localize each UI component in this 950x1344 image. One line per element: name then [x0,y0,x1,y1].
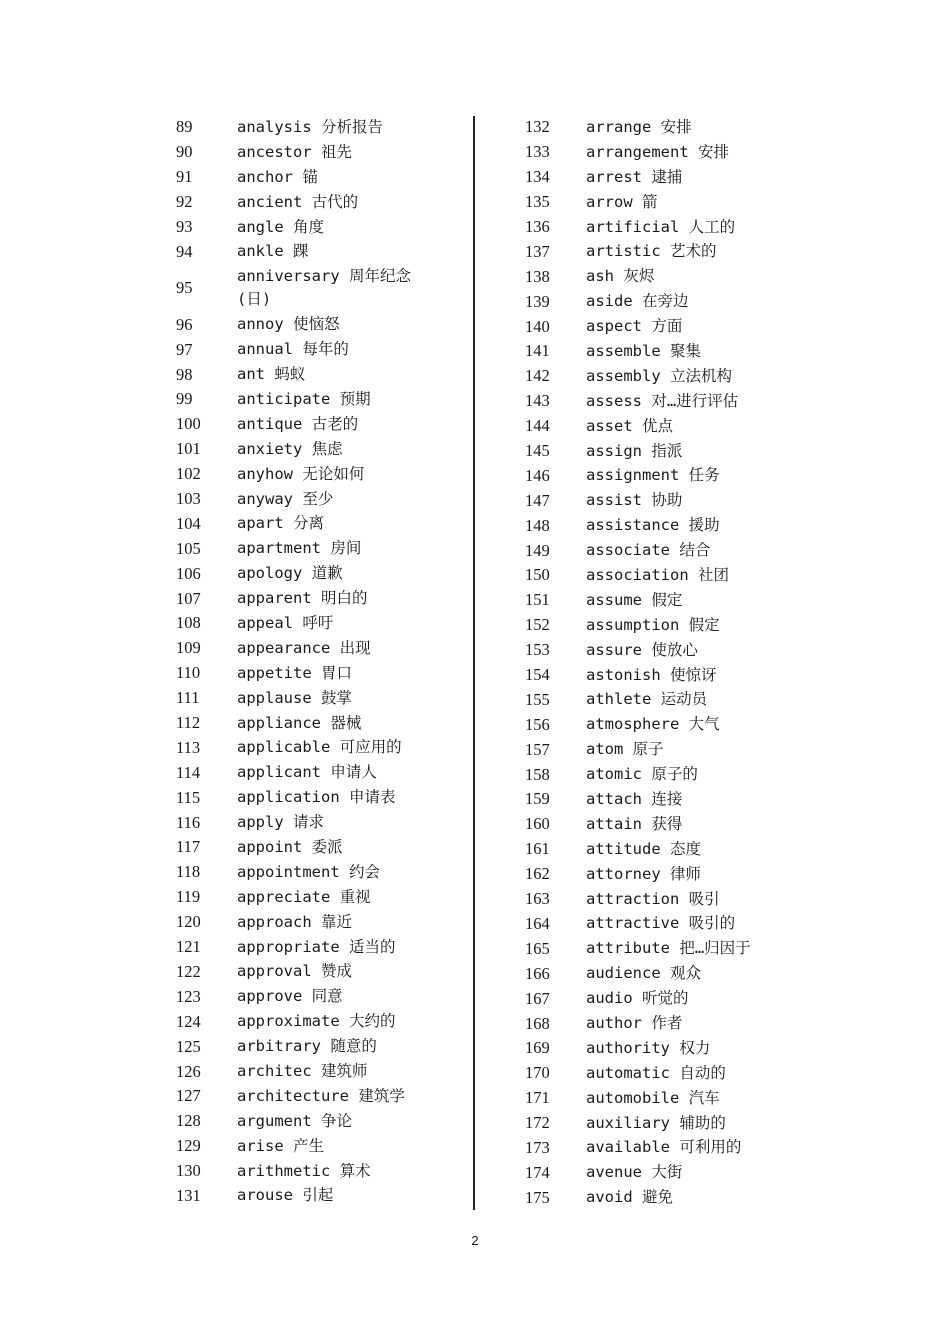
vocab-entry [517,488,817,513]
entry-number: 118 [176,862,201,882]
vocab-entry [168,487,468,512]
entry-word: arouse 引起 [237,1186,334,1205]
entry-number: 115 [176,787,201,807]
entry-word: assignment 任务 [586,466,720,485]
vocab-entry [517,588,817,613]
vocab-entry [168,984,468,1009]
vocab-entry [517,638,817,663]
vocab-entry [517,463,817,488]
entry-number: 145 [525,441,550,461]
entry-word: applicant 申请人 [237,763,377,782]
entry-word: atmosphere 大气 [586,715,720,734]
entry-word: apartment 房间 [237,539,362,558]
vocab-entry [517,1185,817,1210]
entry-word: artificial 人工的 [586,217,736,236]
entry-word: appropriate 适当的 [237,937,396,956]
entry-word: arbitrary 随意的 [237,1037,377,1056]
vocab-entry [517,1086,817,1111]
vocab-entry [168,165,468,190]
vocab-entry [168,1134,468,1159]
entry-number: 132 [525,117,550,137]
entry-number: 172 [525,1113,550,1133]
vocab-entry [168,661,468,686]
vocab-entry [517,737,817,762]
entry-word: available 可利用的 [586,1138,742,1157]
entry-word: anyway 至少 [237,489,334,508]
entry-number: 95 [176,278,193,298]
entry-word: approval 赞成 [237,962,352,981]
vocab-entry [517,1036,817,1061]
entry-number: 139 [525,291,550,311]
vocab-entry [517,837,817,862]
entry-word: anticipate 预期 [237,389,371,408]
entry-word: atomic 原子的 [586,765,698,784]
entry-word: association 社团 [586,565,729,584]
entry-number: 100 [176,414,201,434]
entry-number: 109 [176,638,201,658]
vocab-entry [517,663,817,688]
vocab-entry [168,115,468,140]
vocab-entry [168,239,468,264]
entry-number: 146 [525,465,550,485]
vocab-entry [517,314,817,339]
entry-number: 101 [176,439,201,459]
entry-word: apparent 明白的 [237,589,368,608]
vocab-entry [168,1034,468,1059]
entry-word: architec 建筑师 [237,1062,368,1080]
entry-word: attractive 吸引的 [586,914,736,933]
entry-word: anchor 锚 [237,167,318,186]
entry-word: attitude 态度 [586,839,701,858]
entry-number: 108 [176,613,201,633]
vocab-entry [517,339,817,364]
entry-number: 96 [176,314,193,334]
entry-number: 147 [525,490,550,510]
vocab-entry [517,264,817,289]
vocab-entry [517,1061,817,1086]
entry-word: approach 靠近 [237,912,352,931]
entry-word: application 申请表 [237,788,396,807]
entry-word: annoy 使恼怒 [237,315,340,334]
entry-word: ancestor 祖先 [237,142,352,161]
entry-number: 141 [525,341,550,361]
entry-number: 99 [176,389,193,409]
entry-word: argument 争论 [237,1111,352,1130]
entry-number: 175 [525,1187,550,1207]
entry-word: atom 原子 [586,740,664,759]
entry-word: ash 灰烬 [586,267,655,286]
vocab-entry [517,289,817,314]
entry-number: 123 [176,986,201,1006]
entry-number: 93 [176,217,193,236]
entry-word: assist 协助 [586,491,683,510]
entry-number: 140 [525,316,550,336]
entry-number: 157 [525,739,550,759]
vocab-entry [517,364,817,389]
entry-number: 173 [525,1137,550,1157]
entry-number: 163 [525,889,550,909]
entry-word: apply 请求 [237,813,324,832]
vocab-entry [168,785,468,810]
entry-word: appointment 约会 [237,862,380,881]
entry-word: assembly 立法机构 [586,366,732,385]
vocab-entry [168,1159,468,1184]
vocab-entry [168,412,468,437]
entry-number: 106 [176,563,201,583]
vocab-entry [517,712,817,737]
entry-word: avenue 大街 [586,1163,683,1182]
entry-word: antique 古老的 [237,414,359,433]
vocab-entry [168,1059,468,1084]
entry-number: 158 [525,764,550,784]
entry-number: 142 [525,366,550,386]
entry-word: approve 同意 [237,987,343,1006]
vocab-entry [168,1084,468,1109]
entry-number: 136 [525,217,550,236]
vocab-entry [517,115,817,140]
vocab-entry [517,613,817,638]
entry-number: 119 [176,887,201,907]
vocab-entry [517,1160,817,1185]
entry-number: 144 [525,416,550,436]
entry-number: 143 [525,391,550,411]
entry-number: 94 [176,241,193,261]
entry-word: applause 鼓掌 [237,688,352,707]
entry-number: 122 [176,961,201,981]
vocab-entry [517,1111,817,1136]
entry-word: anniversary 周年纪念 (日) [237,267,411,309]
entry-word: automobile 汽车 [586,1088,720,1107]
vocab-entry [517,389,817,414]
vocab-entry [517,787,817,812]
entry-number: 117 [176,837,201,857]
entry-number: 102 [176,464,201,484]
column-divider [473,116,475,1210]
entry-word: arise 产生 [237,1136,324,1155]
entry-number: 92 [176,192,193,212]
entry-word: ant 蚂蚁 [237,365,306,384]
vocab-entry [517,961,817,986]
entry-word: arithmetic 算术 [237,1161,371,1180]
vocab-entry [168,561,468,586]
vocab-entry [517,190,817,215]
entry-number: 154 [525,665,550,685]
entry-number: 161 [525,839,550,859]
entry-word: arrange 安排 [586,117,692,136]
vocab-entry [168,636,468,661]
entry-number: 160 [525,814,550,834]
page-number: 2 [471,1233,479,1248]
vocab-entry [168,1109,468,1134]
entry-number: 111 [176,688,200,708]
vocab-entry [168,1184,468,1209]
entry-number: 126 [176,1061,201,1081]
entry-number: 159 [525,789,550,809]
entry-number: 148 [525,515,550,535]
vocab-entry [168,462,468,487]
entry-word: applicable 可应用的 [237,738,402,757]
entry-word: ancient 古代的 [237,192,359,211]
entry-number: 107 [176,588,201,608]
entry-word: appliance 器械 [237,713,362,732]
entry-number: 155 [525,689,550,709]
entry-word: author 作者 [586,1014,683,1032]
entry-word: arrow 箭 [586,192,658,211]
entry-number: 135 [525,192,550,212]
entry-number: 114 [176,762,201,782]
entry-number: 150 [525,565,550,585]
entry-word: associate 结合 [586,541,711,560]
vocab-entry [517,936,817,961]
entry-number: 105 [176,538,201,558]
entry-word: astonish 使惊讶 [586,665,717,684]
entry-word: assemble 聚集 [586,341,701,360]
vocab-entry [168,1009,468,1034]
vocab-entry [168,140,468,165]
entry-number: 98 [176,364,193,384]
entry-word: apology 道歉 [237,564,343,583]
vocab-entry [168,312,468,337]
entry-number: 151 [525,590,550,610]
entry-word: athlete 运动员 [586,690,708,709]
entry-number: 149 [525,540,550,560]
entry-number: 152 [525,615,550,635]
entry-word: appreciate 重视 [237,887,371,906]
entry-word: avoid 避免 [586,1188,673,1207]
entry-number: 137 [525,241,550,261]
entry-number: 133 [525,142,550,162]
vocab-entry [168,264,468,312]
entry-word: assistance 援助 [586,516,720,535]
entry-word: attribute 把…归因于 [586,939,751,958]
vocab-entry [168,711,468,736]
entry-number: 165 [525,938,550,958]
vocab-entry [517,439,817,464]
vocab-entry [517,812,817,837]
entry-word: assess 对…进行评估 [586,391,739,410]
entry-number: 104 [176,513,201,533]
entry-word: automatic 自动的 [586,1063,726,1082]
entry-word: attraction 吸引 [586,889,720,908]
entry-number: 168 [525,1013,550,1033]
entry-number: 110 [176,663,201,683]
entry-word: assign 指派 [586,441,683,460]
vocab-entry [168,215,468,240]
entry-number: 170 [525,1063,550,1083]
vocab-entry [517,140,817,165]
entry-word: authority 权力 [586,1038,711,1057]
vocab-entry [168,910,468,935]
entry-word: audio 听觉的 [586,989,689,1008]
vocab-entry [168,735,468,760]
entry-word: approximate 大约的 [237,1012,396,1031]
entry-number: 130 [176,1161,201,1181]
entry-number: 134 [525,167,550,187]
entry-word: analysis 分析报告 [237,117,383,136]
entry-word: assure 使放心 [586,640,698,659]
entry-number: 129 [176,1136,201,1156]
entry-number: 113 [176,737,201,757]
vocab-entry [168,511,468,536]
entry-number: 128 [176,1111,201,1131]
entry-word: anxiety 焦虑 [237,439,343,458]
vocab-entry [517,687,817,712]
entry-number: 89 [176,117,193,137]
vocab-entry [168,337,468,362]
entry-word: angle 角度 [237,217,324,236]
vocab-column-left [168,115,468,1208]
entry-word: audience 观众 [586,964,701,983]
vocab-entry [168,885,468,910]
entry-number: 121 [176,937,201,957]
entry-number: 124 [176,1011,201,1031]
vocab-entry [517,414,817,439]
entry-number: 127 [176,1086,201,1106]
vocab-entry [168,935,468,960]
vocab-entry [517,239,817,264]
entry-word: assumption 假定 [586,615,720,634]
entry-word: aside 在旁边 [586,292,689,311]
vocab-entry [168,536,468,561]
entry-word: architecture 建筑学 [237,1086,405,1105]
vocab-entry [517,563,817,588]
entry-number: 167 [525,988,550,1008]
entry-word: asset 优点 [586,416,673,435]
entry-number: 171 [525,1088,550,1108]
entry-word: appetite 胃口 [237,663,352,682]
entry-number: 174 [525,1162,550,1182]
entry-word: arrangement 安排 [586,142,729,161]
entry-word: appeal 呼吁 [237,613,334,632]
entry-number: 166 [525,963,550,983]
vocab-entry [168,437,468,462]
entry-word: attorney 律师 [586,864,701,883]
entry-word: appearance 出现 [237,638,371,657]
vocab-entry [517,887,817,912]
vocab-entry [517,1011,817,1036]
vocab-entry [517,513,817,538]
entry-word: apart 分离 [237,514,324,533]
entry-number: 112 [176,713,201,733]
entry-number: 169 [525,1038,550,1058]
entry-word: aspect 方面 [586,317,683,336]
entry-number: 164 [525,913,550,933]
vocab-entry [168,387,468,412]
vocab-entry [517,986,817,1011]
vocab-entry [517,762,817,787]
entry-word: auxiliary 辅助的 [586,1113,726,1132]
vocab-entry [168,611,468,636]
entry-number: 156 [525,714,550,734]
entry-number: 116 [176,812,201,832]
vocab-entry [168,686,468,711]
vocab-entry [168,960,468,985]
vocab-entry [517,538,817,563]
entry-number: 125 [176,1036,201,1056]
entry-word: anyhow 无论如何 [237,464,365,483]
vocab-column-right [517,115,817,1210]
entry-word: artistic 艺术的 [586,242,717,261]
entry-number: 131 [176,1185,201,1205]
entry-word: assume 假定 [586,590,683,609]
entry-number: 162 [525,864,550,884]
vocab-entry [168,362,468,387]
entry-number: 153 [525,640,550,660]
entry-number: 90 [176,142,193,162]
entry-word: arrest 逮捕 [586,167,683,186]
vocab-entry [168,810,468,835]
entry-number: 138 [525,266,550,286]
entry-word: annual 每年的 [237,340,349,359]
entry-word: ankle 踝 [237,242,309,261]
vocab-entry [517,912,817,937]
entry-word: attain 获得 [586,814,683,833]
vocab-entry [168,760,468,785]
vocab-entry [517,1136,817,1161]
entry-word: attach 连接 [586,789,683,808]
vocab-entry [168,860,468,885]
entry-number: 97 [176,339,193,359]
vocab-entry [168,835,468,860]
vocab-entry [168,586,468,611]
entry-number: 103 [176,489,201,509]
vocab-entry [517,165,817,190]
vocab-entry [168,190,468,215]
vocab-entry [517,215,817,240]
entry-word: appoint 委派 [237,837,343,856]
vocab-entry [517,862,817,887]
entry-number: 91 [176,167,193,187]
entry-number: 120 [176,912,201,932]
